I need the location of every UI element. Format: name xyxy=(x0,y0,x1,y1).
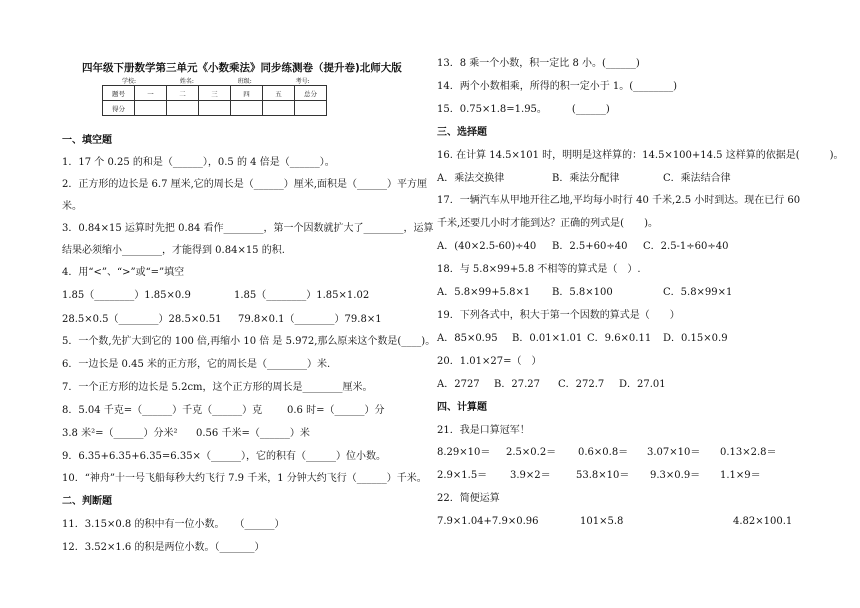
table-cell: 四 xyxy=(231,86,263,101)
question-18-option-b: B．5.8×100 xyxy=(552,287,613,298)
question-15: 15．0.75×1.8=1.95。 (______) xyxy=(437,104,610,115)
question-19-option-d: D．0.15×0.9 xyxy=(663,333,728,344)
question-17-option-b: B．2.5+60÷40 xyxy=(552,241,628,252)
calc-item: 9.3×0.9＝ xyxy=(650,470,701,481)
question-14: 14．两个小数相乘，所得的积一定小于 1。(________) xyxy=(437,81,678,92)
question-16: 16. 在计算 14.5×101 时，明明是这样算的：14.5×100+14.5 这样算的依据是( )。 xyxy=(437,150,844,161)
calc-item: 0.13×2.8＝ xyxy=(720,447,777,458)
question-2: 2．正方形的边长是 6.7 厘米,它的周长是（______）厘米,面积是（______）平方厘 xyxy=(62,179,427,190)
question-4-item: 1.85（________）1.85×0.9 xyxy=(62,290,191,301)
question-1: 1．17 个 0.25 的和是（______），0.5 的 4 倍是（______）。 xyxy=(62,157,335,168)
class-label: 班级: xyxy=(237,78,252,85)
table-cell: 题号 xyxy=(103,86,135,101)
section-heading: 三、选择题 xyxy=(437,127,487,138)
exam-no-label: 考号: xyxy=(295,78,310,85)
calc-item: 0.6×0.8＝ xyxy=(578,447,629,458)
question-4: 4．用“<”、“>”或“=”填空 xyxy=(62,267,185,278)
table-row xyxy=(103,86,327,101)
calc-item: 1.1×9＝ xyxy=(720,470,761,481)
section-heading: 一、填空题 xyxy=(62,135,112,146)
calc-item: 3.07×10＝ xyxy=(647,447,701,458)
question-22: 22．简便运算 xyxy=(437,493,500,504)
question-19-option-c: C．9.6×0.11 xyxy=(587,333,652,344)
question-20: 20．1.01×27=（ ） xyxy=(437,356,542,367)
score-input-cell[interactable] xyxy=(263,101,295,116)
question-17-cont: 千米,还要几小时才能到达？正确的列式是( )。 xyxy=(437,218,658,229)
calc-item: 7.9×1.04+7.9×0.96 xyxy=(437,516,539,527)
question-16-option-b: B．乘法分配律 xyxy=(552,173,620,184)
table-cell: 三 xyxy=(199,86,231,101)
school-label: 学校: xyxy=(122,78,137,85)
question-20-option-a: A．2727 xyxy=(437,379,480,390)
question-19: 19．下列各式中，积大于第一个因数的算式是（ ） xyxy=(437,310,680,321)
section-heading: 四、计算题 xyxy=(437,402,487,413)
question-11: 11．3.15×0.8 的积中有一位小数。 （______） xyxy=(62,519,285,530)
calc-item: 4.82×100.1 xyxy=(733,516,793,527)
section-heading: 二、判断题 xyxy=(62,496,112,507)
question-7: 7．一个正方形的边长是 5.2cm，这个正方形的周长是________厘米。 xyxy=(62,382,373,393)
question-8-item: 3.8 米²=（______）分米² xyxy=(62,428,178,439)
question-5: 5．一个数,先扩大到它的 100 倍,再缩小 10 倍 是 5.972,那么原来这个数是(____)。 xyxy=(62,336,436,347)
question-6: 6．一边长是 0.45 米的正方形，它的周长是（________）米. xyxy=(62,359,331,370)
table-cell: 总分 xyxy=(295,86,327,101)
question-16-option-c: C．乘法结合律 xyxy=(663,173,731,184)
question-13: 13．8 乘一个小数，积一定比 8 小。(______) xyxy=(437,58,640,69)
question-4-item: 79.8×0.1（________）79.8×1 xyxy=(238,314,382,325)
question-4-item: 1.85（________）1.85×1.02 xyxy=(234,290,370,301)
question-21: 21．我是口算冠军！ xyxy=(437,425,530,436)
question-16-option-a: A．乘法交换律 xyxy=(437,173,505,184)
calc-item: 101×5.8 xyxy=(580,516,624,527)
question-19-option-a: A．85×0.95 xyxy=(437,333,498,344)
table-row xyxy=(103,101,327,116)
score-input-cell[interactable] xyxy=(135,101,167,116)
score-input-cell[interactable] xyxy=(167,101,199,116)
question-18: 18．与 5.8×99+5.8 不相等的算式是（ ）. xyxy=(437,264,641,275)
question-20-option-c: C．272.7 xyxy=(558,379,605,390)
question-3: 3．0.84×15 运算时先把 0.84 看作________，第一个因数就扩大了________，运算 xyxy=(62,223,434,234)
question-18-option-c: C．5.8×99×1 xyxy=(663,287,733,298)
question-8: 8．5.04 千克=（______）千克（______）克 xyxy=(62,405,263,416)
question-20-option-d: D．27.01 xyxy=(619,379,666,390)
calc-item: 53.8×10＝ xyxy=(576,470,630,481)
question-9: 9．6.35+6.35+6.35=6.35×（______），它的积有（______）位小数。 xyxy=(62,451,386,462)
score-table xyxy=(102,85,327,116)
question-19-option-b: B．0.01×1.01 xyxy=(512,333,583,344)
question-10: 10．“神舟”十一号飞船每秒大约飞行 7.9 千米，1 分钟大约飞行（______）千米。 xyxy=(62,473,427,484)
calc-item: 2.9×1.5＝ xyxy=(437,470,488,481)
score-input-cell[interactable] xyxy=(295,101,327,116)
question-18-option-a: A．5.8×99+5.8×1 xyxy=(437,287,531,298)
question-17: 17．一辆汽车从甲地开往乙地,平均每小时行 40 千米,2.5 小时到达。现在已行 60 xyxy=(437,195,801,206)
table-cell: 二 xyxy=(167,86,199,101)
question-17-option-a: A．(40×2.5-60)÷40 xyxy=(437,241,537,252)
table-cell: 得分 xyxy=(103,101,135,116)
table-cell: 五 xyxy=(263,86,295,101)
question-8-item: 0.6 时=（______）分 xyxy=(287,405,385,416)
question-12: 12．3.52×1.6 的积是两位小数。（_______） xyxy=(62,542,265,553)
question-3-cont: 结果必须缩小________，才能得到 0.84×15 的积. xyxy=(62,245,285,256)
calc-item: 8.29×10＝ xyxy=(437,447,491,458)
question-20-option-b: B．27.27 xyxy=(494,379,540,390)
score-input-cell[interactable] xyxy=(231,101,263,116)
student-info xyxy=(122,76,310,85)
calc-item: 3.9×2＝ xyxy=(510,470,551,481)
question-2-cont: 米。 xyxy=(62,201,82,212)
table-cell: 一 xyxy=(135,86,167,101)
page-title: 四年级下册数学第三单元《小数乘法》同步练测卷（提升卷)北师大版 xyxy=(82,62,402,74)
question-4-item: 28.5×0.5（________）28.5×0.51 xyxy=(62,314,222,325)
question-8-item: 0.56 千米=（______）米 xyxy=(196,428,310,439)
question-17-option-c: C．2.5-1÷60÷40 xyxy=(643,241,729,252)
name-label: 姓名: xyxy=(179,78,194,85)
calc-item: 2.5×0.2＝ xyxy=(506,447,557,458)
score-input-cell[interactable] xyxy=(199,101,231,116)
